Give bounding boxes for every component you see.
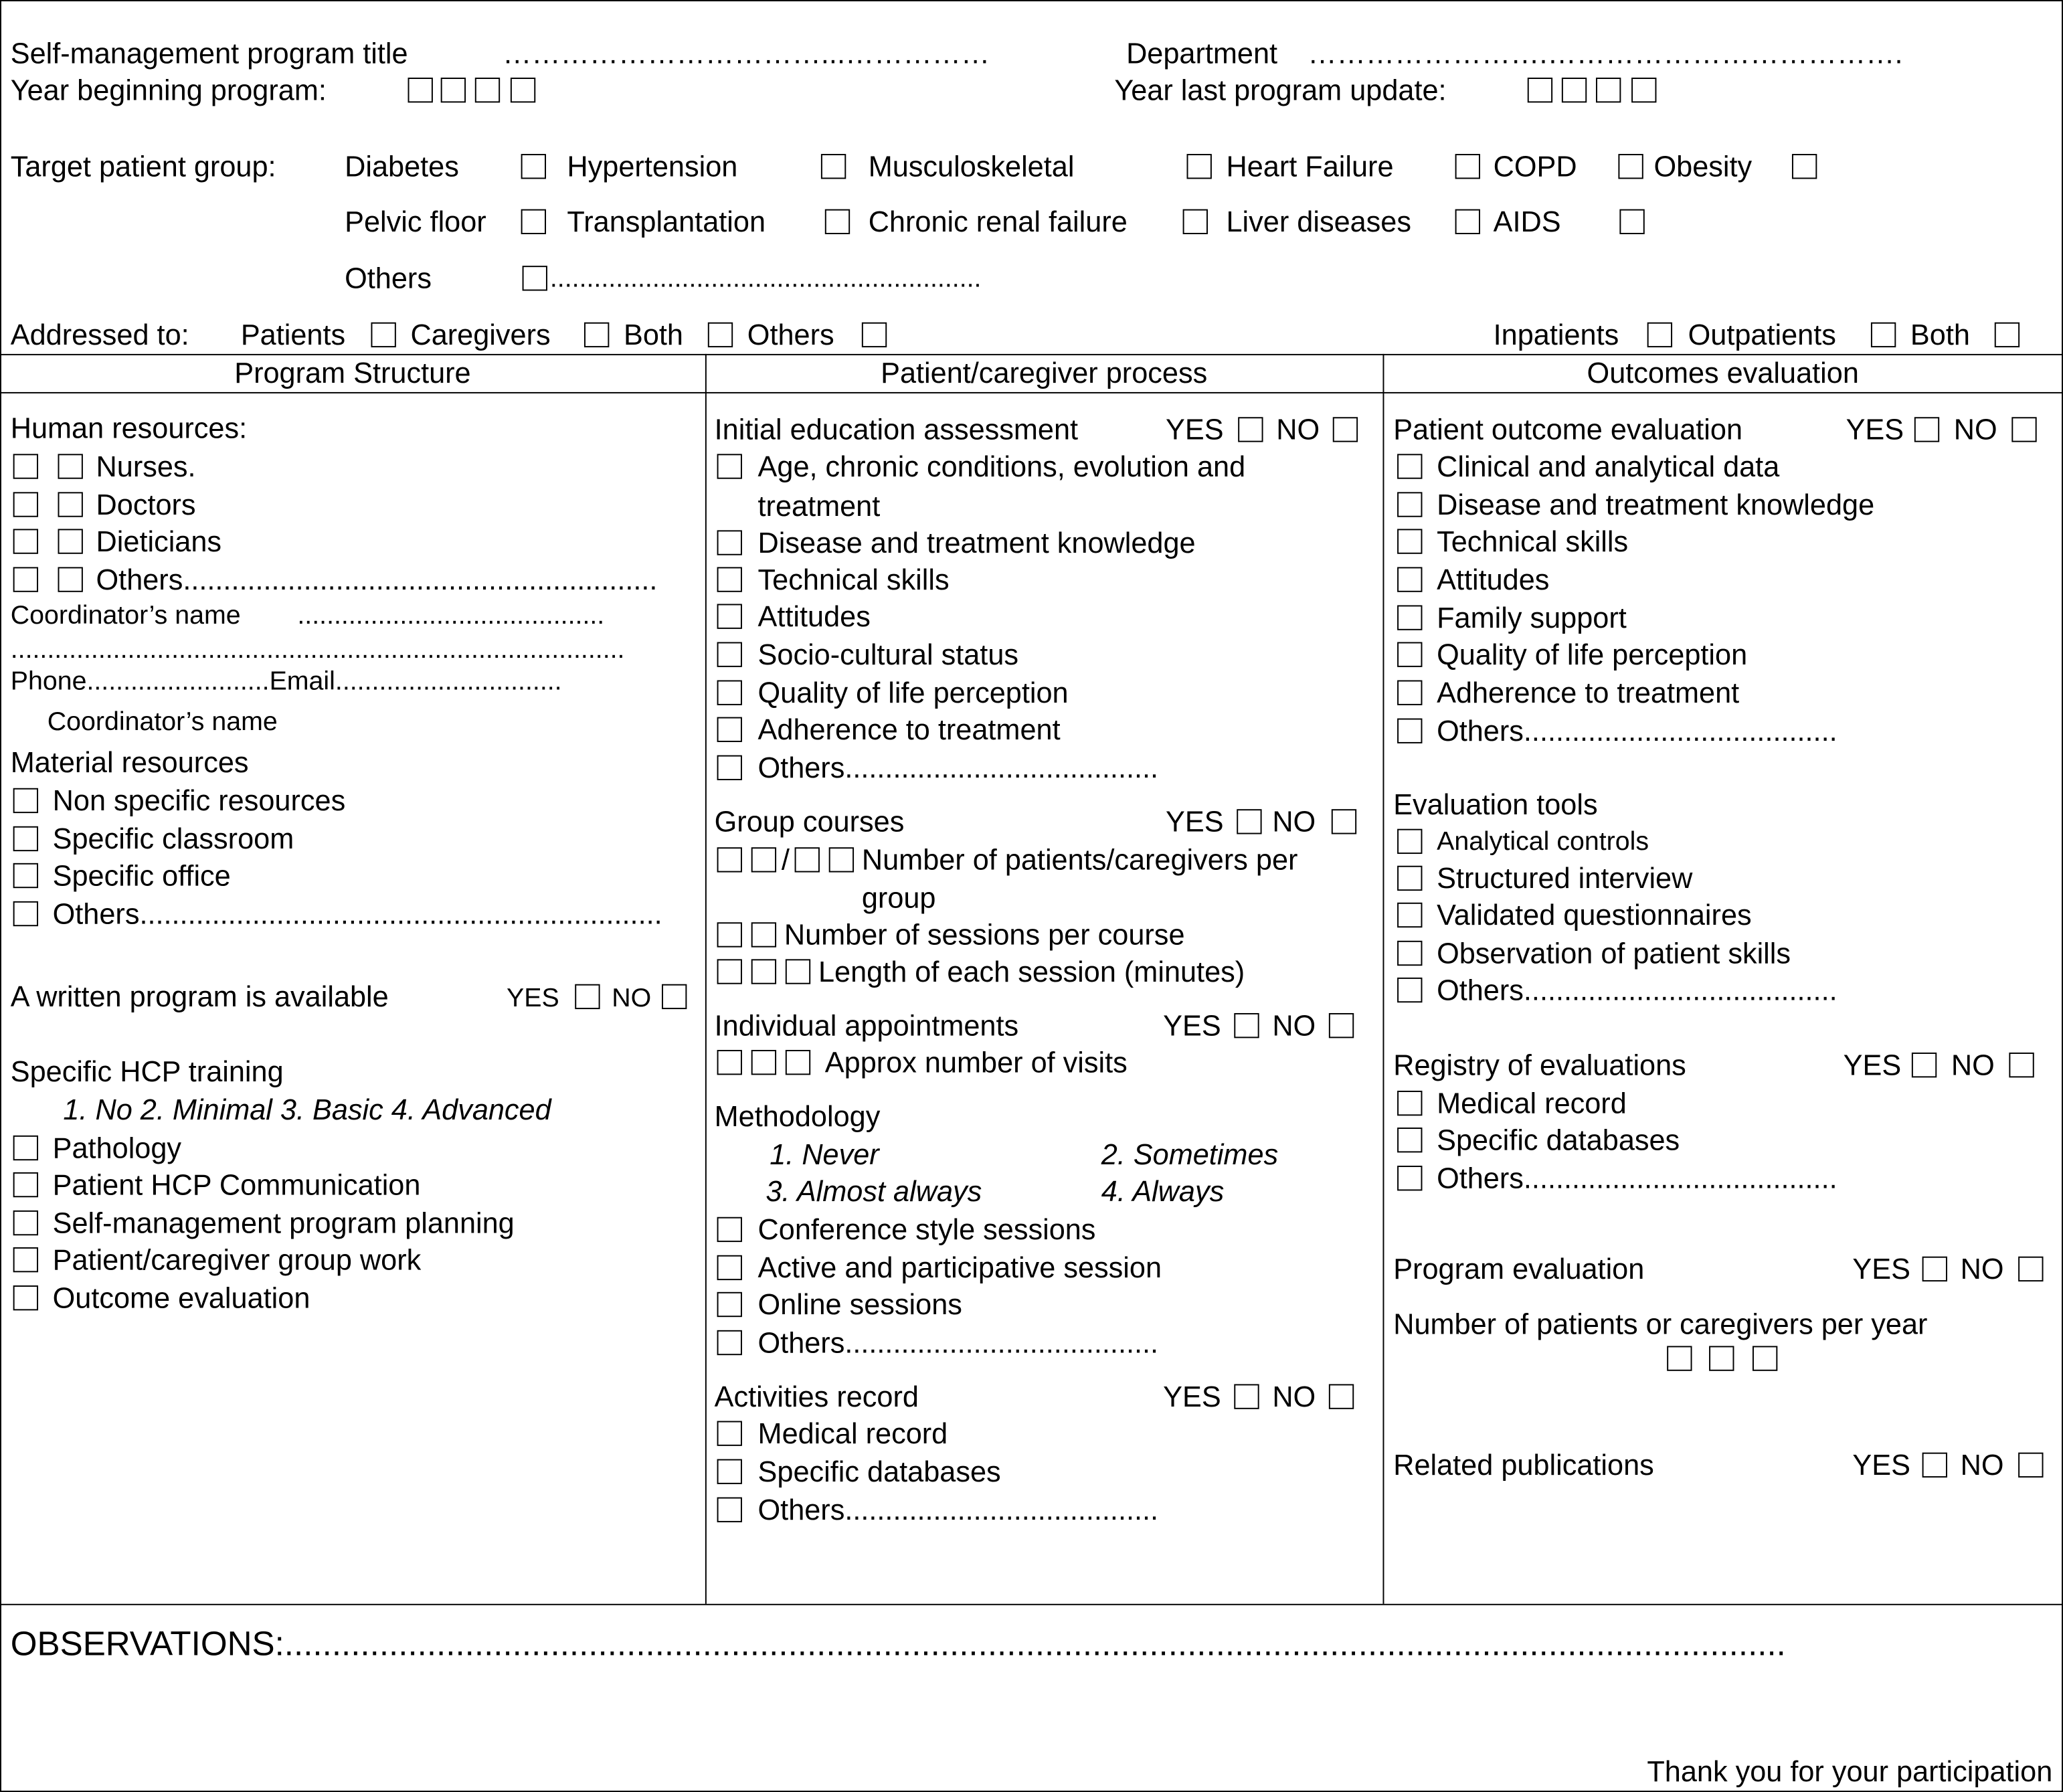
- target-copd-checkbox[interactable]: [1618, 154, 1643, 179]
- record-label: Specific databases: [757, 1455, 1001, 1488]
- session-length-digit[interactable]: [751, 959, 776, 984]
- target-transplantation-label: Transplantation: [567, 205, 766, 238]
- session-length-digit[interactable]: [717, 959, 742, 984]
- no-label: NO: [1951, 1049, 1995, 1082]
- assessment-label: Age, chronic conditions, evolution and: [757, 450, 1246, 483]
- year-update-digit-1[interactable]: [1528, 78, 1552, 102]
- method-scale-always: 4. Always: [1101, 1174, 1225, 1208]
- addressed-both-checkbox[interactable]: [708, 323, 733, 347]
- assessment-label: treatment: [757, 489, 881, 523]
- addressed-patients-checkbox[interactable]: [371, 323, 395, 347]
- addressed-caregivers-label: Caregivers: [410, 318, 551, 351]
- outcome-checkbox[interactable]: [1397, 567, 1422, 592]
- thank-you-text: Thank you for your participation: [1647, 1755, 2053, 1789]
- outcome-checkbox[interactable]: [1397, 492, 1422, 517]
- program-title-field[interactable]: ……………………………...……………: [503, 37, 990, 70]
- patients-per-year-digit[interactable]: [1709, 1346, 1734, 1370]
- department-label: Department: [1126, 37, 1278, 70]
- tool-others-field[interactable]: Others.......................................: [1437, 973, 1837, 1007]
- phone-email-field[interactable]: Phone.........................Email...............................: [10, 666, 562, 697]
- target-pelvic-floor-label: Pelvic floor: [345, 205, 486, 238]
- column-divider: [705, 354, 707, 1604]
- registry-label: Medical record: [1437, 1087, 1627, 1120]
- coordinator-field-line[interactable]: ....................................................................................: [10, 635, 625, 664]
- record-checkbox[interactable]: [717, 1421, 742, 1445]
- staff-doctors-label: Doctors: [96, 488, 196, 521]
- group-courses-yes-checkbox[interactable]: [1237, 809, 1261, 834]
- target-liver-checkbox[interactable]: [1455, 209, 1480, 234]
- initial-assessment-no-checkbox[interactable]: [1333, 417, 1358, 442]
- registry-checkbox[interactable]: [1397, 1128, 1422, 1152]
- staff-checkbox-a[interactable]: [13, 492, 38, 517]
- method-scale-sometimes: 2. Sometimes: [1101, 1138, 1279, 1171]
- caregivers-per-group-digit[interactable]: [829, 847, 854, 872]
- method-checkbox[interactable]: [717, 1330, 742, 1355]
- patient-outcome-yes-checkbox[interactable]: [1914, 417, 1939, 442]
- material-checkbox[interactable]: [13, 788, 38, 813]
- record-checkbox[interactable]: [717, 1459, 742, 1484]
- sessions-digit[interactable]: [717, 922, 742, 947]
- assessment-label: Attitudes: [757, 600, 871, 633]
- outcome-label: Technical skills: [1437, 525, 1629, 558]
- written-program-label: A written program is available: [10, 980, 389, 1013]
- assessment-label: Quality of life perception: [757, 676, 1069, 709]
- visits-label: Approx number of visits: [824, 1046, 1128, 1079]
- staff-dieticians-label: Dieticians: [96, 525, 222, 558]
- patients-per-group-label: Number of patients/caregivers per: [861, 843, 1298, 877]
- method-checkbox[interactable]: [717, 1255, 742, 1280]
- addressed-patients-label: Patients: [240, 318, 346, 351]
- outpatients-label: Outpatients: [1688, 318, 1836, 351]
- program-evaluation-yes-checkbox[interactable]: [1922, 1257, 1947, 1281]
- assessment-checkbox[interactable]: [717, 530, 742, 555]
- training-checkbox[interactable]: [13, 1285, 38, 1310]
- target-renal-label: Chronic renal failure: [868, 205, 1128, 238]
- registry-checkbox[interactable]: [1397, 1166, 1422, 1190]
- tool-label: Observation of patient skills: [1437, 936, 1791, 970]
- assessment-others-field[interactable]: Others.......................................: [757, 751, 1159, 784]
- assessment-checkbox[interactable]: [717, 454, 742, 478]
- staff-checkbox-b[interactable]: [58, 567, 83, 592]
- program-evaluation-heading: Program evaluation: [1393, 1252, 1645, 1285]
- outcome-others-field[interactable]: Others.......................................: [1437, 714, 1837, 747]
- addressed-others-checkbox[interactable]: [862, 323, 887, 347]
- material-label: Specific classroom: [52, 822, 294, 856]
- assessment-label: Technical skills: [757, 563, 950, 596]
- outcome-checkbox[interactable]: [1397, 529, 1422, 553]
- tool-checkbox[interactable]: [1397, 978, 1422, 1002]
- column-header-structure: Program Structure: [234, 356, 471, 389]
- outcome-checkbox[interactable]: [1397, 605, 1422, 630]
- staff-checkbox-a[interactable]: [13, 567, 38, 592]
- sessions-per-course-label: Number of sessions per course: [784, 918, 1185, 952]
- outcome-label: Attitudes: [1437, 563, 1550, 596]
- assessment-checkbox[interactable]: [717, 642, 742, 667]
- assessment-label: Adherence to treatment: [757, 713, 1061, 746]
- assessment-label: Socio-cultural status: [757, 638, 1019, 671]
- staff-checkbox-a[interactable]: [13, 454, 38, 478]
- no-label: NO: [1276, 413, 1320, 446]
- outcome-label: Family support: [1437, 601, 1627, 634]
- tool-checkbox[interactable]: [1397, 941, 1422, 966]
- individual-yes-checkbox[interactable]: [1234, 1013, 1259, 1038]
- target-hypertension-label: Hypertension: [567, 150, 738, 183]
- no-label: NO: [612, 984, 652, 1013]
- patient-outcome-no-checkbox[interactable]: [2011, 417, 2036, 442]
- hcp-training-heading: Specific HCP training: [10, 1055, 284, 1089]
- assessment-checkbox[interactable]: [717, 681, 742, 705]
- year-beginning-label: Year beginning program:: [10, 74, 327, 107]
- target-heart-failure-label: Heart Failure: [1226, 150, 1394, 183]
- department-field[interactable]: …………………….……………………………….: [1308, 37, 1903, 70]
- yes-label: YES: [1852, 1448, 1910, 1482]
- patients-per-group-digit[interactable]: [717, 847, 742, 872]
- session-length-digit[interactable]: [786, 959, 810, 984]
- yes-label: YES: [1166, 805, 1224, 838]
- human-resources-heading: Human resources:: [10, 412, 248, 445]
- setting-both-label: Both: [1910, 318, 1970, 351]
- target-others-checkbox[interactable]: [523, 266, 547, 290]
- outcome-checkbox[interactable]: [1397, 681, 1422, 705]
- year-beginning-digit-4[interactable]: [511, 78, 535, 102]
- training-label: Self-management program planning: [52, 1206, 515, 1240]
- method-label: Online sessions: [757, 1287, 962, 1322]
- sessions-digit[interactable]: [751, 922, 776, 947]
- addressed-label: Addressed to:: [10, 318, 189, 351]
- publications-no-checkbox[interactable]: [2018, 1453, 2043, 1477]
- column-header-outcomes: Outcomes evaluation: [1587, 356, 1859, 389]
- coordinator-label: Coordinator’s name: [10, 601, 241, 630]
- initial-assessment-yes-checkbox[interactable]: [1238, 417, 1263, 442]
- method-checkbox[interactable]: [717, 1217, 742, 1242]
- target-diabetes-checkbox[interactable]: [521, 154, 546, 179]
- individual-appointments-heading: Individual appointments: [714, 1009, 1019, 1043]
- target-others-label: Others: [345, 262, 432, 295]
- registry-yes-checkbox[interactable]: [1912, 1053, 1937, 1077]
- inpatients-label: Inpatients: [1493, 318, 1619, 351]
- yes-label: YES: [1163, 1380, 1221, 1413]
- inpatients-checkbox[interactable]: [1647, 323, 1672, 347]
- outcome-checkbox[interactable]: [1397, 719, 1422, 743]
- target-aids-checkbox[interactable]: [1619, 209, 1644, 234]
- visits-digit[interactable]: [751, 1050, 776, 1075]
- training-label: Pathology: [52, 1131, 182, 1165]
- assessment-checkbox[interactable]: [717, 567, 742, 592]
- outpatients-checkbox[interactable]: [1871, 323, 1896, 347]
- method-checkbox[interactable]: [717, 1292, 742, 1317]
- divider: [0, 354, 2063, 355]
- year-beginning-digit-2[interactable]: [441, 78, 466, 102]
- material-checkbox[interactable]: [13, 863, 38, 888]
- outcome-label: Disease and treatment knowledge: [1437, 488, 1875, 521]
- training-checkbox[interactable]: [13, 1136, 38, 1160]
- material-others-field[interactable]: Others.................................................................: [52, 897, 662, 931]
- addressed-others-label: Others: [747, 318, 834, 351]
- no-label: NO: [1272, 805, 1316, 838]
- assessment-checkbox[interactable]: [717, 755, 742, 780]
- visits-digit[interactable]: [717, 1050, 742, 1075]
- record-others-field[interactable]: Others.......................................: [757, 1493, 1159, 1526]
- target-copd-label: COPD: [1493, 150, 1577, 183]
- slash: /: [781, 843, 790, 877]
- activities-yes-checkbox[interactable]: [1234, 1384, 1259, 1409]
- staff-checkbox-b[interactable]: [58, 492, 83, 517]
- group-courses-no-checkbox[interactable]: [1332, 809, 1356, 834]
- outcome-checkbox[interactable]: [1397, 454, 1422, 478]
- target-pelvic-floor-checkbox[interactable]: [521, 209, 546, 234]
- training-label: Outcome evaluation: [52, 1281, 310, 1315]
- staff-checkbox-b[interactable]: [58, 529, 83, 553]
- patients-per-year-digit[interactable]: [1667, 1346, 1692, 1370]
- no-label: NO: [1960, 1252, 2004, 1285]
- training-checkbox[interactable]: [13, 1172, 38, 1197]
- year-update-digit-3[interactable]: [1596, 78, 1621, 102]
- program-evaluation-no-checkbox[interactable]: [2018, 1257, 2043, 1281]
- target-musculoskeletal-label: Musculoskeletal: [868, 150, 1075, 183]
- patients-per-year-digit[interactable]: [1753, 1346, 1777, 1370]
- written-program-yes-checkbox[interactable]: [575, 984, 600, 1009]
- yes-label: YES: [1852, 1252, 1910, 1285]
- training-label: Patient HCP Communication: [52, 1168, 421, 1202]
- no-label: NO: [1960, 1448, 2004, 1482]
- year-update-digit-4[interactable]: [1631, 78, 1656, 102]
- outcome-label: Adherence to treatment: [1437, 676, 1740, 709]
- material-label: Non specific resources: [52, 784, 346, 818]
- patients-per-group-label-2: group: [861, 881, 936, 915]
- staff-checkbox-a[interactable]: [13, 529, 38, 553]
- no-label: NO: [1272, 1009, 1316, 1043]
- target-renal-checkbox[interactable]: [1183, 209, 1208, 234]
- target-liver-label: Liver diseases: [1226, 205, 1412, 238]
- record-checkbox[interactable]: [717, 1498, 742, 1522]
- training-checkbox[interactable]: [13, 1247, 38, 1272]
- evaluation-tools-heading: Evaluation tools: [1393, 788, 1598, 821]
- assessment-label: Disease and treatment knowledge: [757, 526, 1196, 559]
- patient-outcome-heading: Patient outcome evaluation: [1393, 413, 1743, 446]
- target-transplantation-checkbox[interactable]: [825, 209, 850, 234]
- patients-per-group-digit[interactable]: [751, 847, 776, 872]
- session-length-label: Length of each session (minutes): [818, 955, 1245, 988]
- target-aids-label: AIDS: [1493, 205, 1561, 238]
- registry-checkbox[interactable]: [1397, 1091, 1422, 1115]
- method-scale-almost-always: 3. Almost always: [766, 1174, 982, 1208]
- caregivers-per-group-digit[interactable]: [795, 847, 820, 872]
- training-checkbox[interactable]: [13, 1211, 38, 1235]
- tool-label: Analytical controls: [1437, 827, 1649, 857]
- target-obesity-checkbox[interactable]: [1792, 154, 1817, 179]
- no-label: NO: [1953, 413, 1997, 446]
- individual-no-checkbox[interactable]: [1329, 1013, 1354, 1038]
- yes-label: YES: [1163, 1009, 1221, 1043]
- yes-label: YES: [1843, 1049, 1902, 1082]
- setting-both-checkbox[interactable]: [1995, 323, 2020, 347]
- publications-yes-checkbox[interactable]: [1922, 1453, 1947, 1477]
- coordinator-label-2: Coordinator’s name: [47, 707, 278, 737]
- divider: [0, 1604, 2063, 1605]
- target-musculoskeletal-checkbox[interactable]: [1187, 154, 1212, 179]
- activities-record-heading: Activities record: [714, 1380, 919, 1413]
- tool-label: Validated questionnaires: [1437, 898, 1752, 932]
- material-label: Specific office: [52, 859, 231, 893]
- tool-checkbox[interactable]: [1397, 866, 1422, 891]
- initial-assessment-heading: Initial education assessment: [714, 413, 1079, 446]
- target-heart-failure-checkbox[interactable]: [1455, 154, 1480, 179]
- method-label: Active and participative session: [757, 1251, 1162, 1285]
- target-group-label: Target patient group:: [10, 150, 276, 183]
- registry-no-checkbox[interactable]: [2009, 1053, 2034, 1077]
- material-checkbox[interactable]: [13, 826, 38, 851]
- yes-label: YES: [1166, 413, 1224, 446]
- column-divider: [1382, 354, 1384, 1604]
- divider: [0, 392, 2063, 393]
- tool-checkbox[interactable]: [1397, 829, 1422, 854]
- material-checkbox[interactable]: [13, 901, 38, 926]
- assessment-checkbox[interactable]: [717, 717, 742, 742]
- year-update-label: Year last program update:: [1114, 74, 1447, 107]
- addressed-both-label: Both: [623, 318, 683, 351]
- registry-others-field[interactable]: Others.......................................: [1437, 1162, 1837, 1195]
- registry-heading: Registry of evaluations: [1393, 1049, 1686, 1082]
- group-courses-heading: Group courses: [714, 805, 905, 838]
- year-beginning-digit-1[interactable]: [408, 78, 433, 102]
- registry-label: Specific databases: [1437, 1124, 1680, 1157]
- staff-others-label[interactable]: Others...........................................................: [96, 563, 658, 596]
- addressed-caregivers-checkbox[interactable]: [584, 323, 609, 347]
- column-header-process: Patient/caregiver process: [881, 356, 1208, 389]
- methodology-heading: Methodology: [714, 1099, 881, 1133]
- method-label: Conference style sessions: [757, 1213, 1096, 1246]
- staff-checkbox-b[interactable]: [58, 454, 83, 478]
- year-update-digit-2[interactable]: [1562, 78, 1587, 102]
- record-label: Medical record: [757, 1417, 948, 1450]
- no-label: NO: [1272, 1380, 1316, 1413]
- yes-label: YES: [1846, 413, 1904, 446]
- target-others-field[interactable]: ...........................................................: [549, 264, 982, 294]
- training-label: Patient/caregiver group work: [52, 1243, 422, 1277]
- written-program-no-checkbox[interactable]: [662, 984, 687, 1009]
- material-resources-heading: Material resources: [10, 745, 249, 779]
- target-obesity-label: Obesity: [1653, 150, 1753, 183]
- outcome-label: Quality of life perception: [1437, 638, 1748, 671]
- method-others-field[interactable]: Others.......................................: [757, 1326, 1159, 1360]
- tool-label: Structured interview: [1437, 861, 1693, 895]
- year-beginning-digit-3[interactable]: [475, 78, 500, 102]
- outcome-checkbox[interactable]: [1397, 642, 1422, 667]
- program-title-label: Self-management program title: [10, 37, 408, 70]
- visits-digit[interactable]: [786, 1050, 810, 1075]
- assessment-checkbox[interactable]: [717, 604, 742, 628]
- coordinator-field[interactable]: ..........................................: [297, 601, 605, 630]
- patients-per-year-label: Number of patients or caregivers per year: [1393, 1308, 1928, 1341]
- method-scale-never: 1. Never: [770, 1138, 879, 1171]
- training-scale: 1. No 2. Minimal 3. Basic 4. Advanced: [63, 1093, 551, 1127]
- target-hypertension-checkbox[interactable]: [821, 154, 846, 179]
- outcome-label: Clinical and analytical data: [1437, 450, 1780, 483]
- tool-checkbox[interactable]: [1397, 903, 1422, 927]
- target-diabetes-label: Diabetes: [345, 150, 459, 183]
- activities-no-checkbox[interactable]: [1329, 1384, 1354, 1409]
- observations-field[interactable]: OBSERVATIONS:..............................................................................................................................................................: [10, 1623, 1786, 1664]
- staff-nurses-label: Nurses.: [96, 450, 196, 483]
- yes-label: YES: [506, 984, 559, 1013]
- publications-heading: Related publications: [1393, 1448, 1654, 1482]
